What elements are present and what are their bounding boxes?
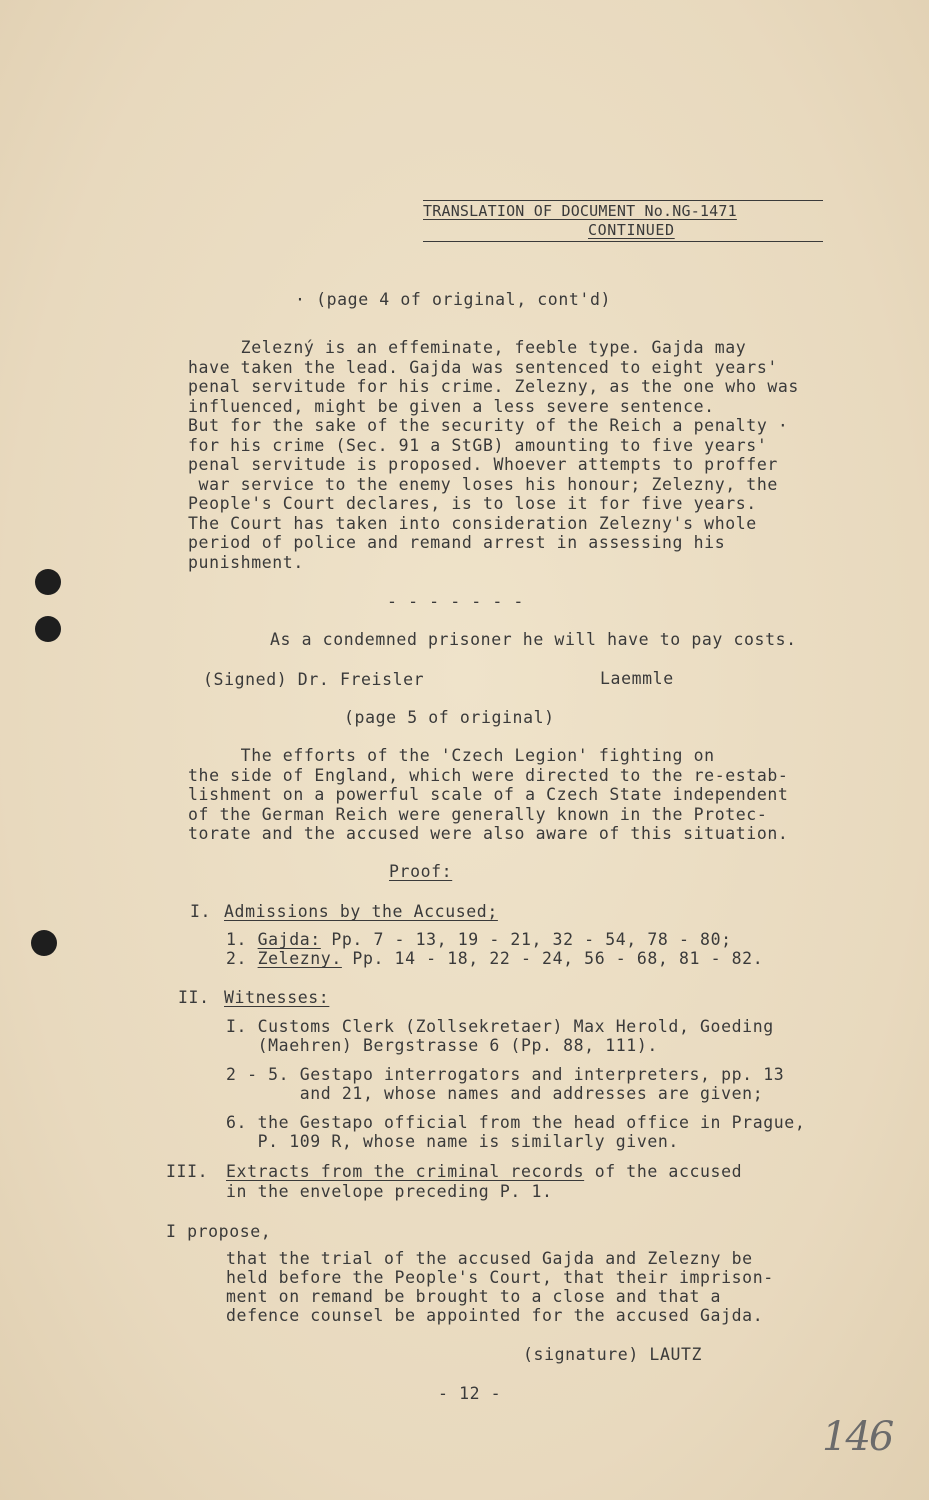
paragraph-2-line: the side of England, which were directed to the re-estab-: [188, 765, 789, 785]
paragraph-1-line: influenced, might be given a less severe sentence.: [188, 396, 715, 416]
costs-line: As a condemned prisoner he will have to pay costs.: [270, 630, 797, 649]
proof-heading: Proof:: [389, 862, 453, 881]
witness-item: P. 109 R, whose name is similarly given.: [226, 1132, 679, 1151]
paragraph-1-line: People's Court declares, is to lose it for five years.: [188, 494, 757, 513]
section-1-title: Admissions by the Accused;: [224, 902, 498, 921]
paragraph-1-line: Zelezný is an effeminate, feeble type. Gajda may: [188, 338, 747, 357]
paragraph-1-line: have taken the lead. Gajda was sentenced to eight years': [188, 357, 778, 377]
paragraph-1-line: war service to the enemy loses his honour; Zelezny, the: [188, 474, 778, 494]
header-top-rule: [423, 200, 823, 201]
section-3-title: Extracts from the criminal records of the accused: [226, 1162, 743, 1181]
punch-hole-1: [35, 569, 61, 595]
paragraph-2-line: The efforts of the 'Czech Legion' fighting on: [188, 746, 715, 765]
propose-line: ment on remand be brought to a close and that a: [226, 1287, 722, 1306]
paragraph-1-line: penal servitude is proposed. Whoever attempts to proffer: [188, 455, 778, 474]
paragraph-1-line: punishment.: [188, 552, 304, 572]
propose-intro: I propose,: [166, 1222, 272, 1241]
witness-item: (Maehren) Bergstrasse 6 (Pp. 88, 111).: [226, 1036, 658, 1055]
section-3-line2: in the envelope preceding P. 1.: [226, 1182, 553, 1201]
signature: (signature) LAUTZ: [523, 1345, 703, 1364]
paragraph-1-line: The Court has taken into consideration Zelezny's whole: [188, 513, 757, 533]
paragraph-1-line: for his crime (Sec. 91 a StGB) amounting to five years': [188, 435, 768, 455]
section-2-num: II.: [178, 988, 210, 1007]
page4-note: · (page 4 of original, cont'd): [295, 290, 612, 309]
signed-freisler: (Signed) Dr. Freisler: [203, 670, 425, 689]
page5-note: (page 5 of original): [344, 708, 555, 727]
punch-hole-3: [31, 930, 57, 956]
signed-laemmle: Laemmle: [600, 669, 674, 688]
paragraph-2-line: torate and the accused were also aware of this situation.: [188, 824, 789, 843]
section-2-title: Witnesses:: [224, 988, 330, 1007]
page-number: - 12 -: [438, 1384, 502, 1403]
paragraph-1-line: penal servitude for his crime. Zelezny, as the one who was: [188, 377, 799, 396]
header-line2: CONTINUED: [588, 221, 675, 239]
paragraph-1-line: But for the sake of the security of the Reich a penalty ·: [188, 416, 789, 435]
header-bottom-rule: [423, 241, 823, 242]
header-line1: TRANSLATION OF DOCUMENT No.NG-1471: [423, 202, 737, 220]
propose-line: held before the People's Court, that their imprison-: [226, 1268, 774, 1287]
section-1-item: 2. Zelezny. Pp. 14 - 18, 22 - 24, 56 - 68, 81 - 82.: [226, 949, 764, 968]
header-title: [423, 202, 737, 222]
propose-line: that the trial of the accused Gajda and Zelezny be: [226, 1249, 753, 1268]
witness-item: 6. the Gestapo official from the head office in Prague,: [226, 1113, 806, 1132]
propose-line: defence counsel be appointed for the accused Gajda.: [226, 1306, 764, 1325]
punch-hole-2: [35, 616, 61, 642]
paragraph-2-line: lishment on a powerful scale of a Czech State independent: [188, 785, 789, 804]
header-continued: [588, 221, 675, 241]
separator: - - - - - - -: [387, 592, 524, 611]
witness-item: and 21, whose names and addresses are given;: [226, 1084, 764, 1103]
section-3-num: III.: [166, 1162, 209, 1181]
section-1-item: 1. Gajda: Pp. 7 - 13, 19 - 21, 32 - 54, 78 - 80;: [226, 930, 732, 949]
section-1-num: I.: [190, 902, 212, 921]
handwritten-page-number: 146: [822, 1414, 893, 1460]
paragraph-2-line: of the German Reich were generally known in the Protec-: [188, 804, 768, 824]
paragraph-1-line: period of police and remand arrest in assessing his: [188, 533, 726, 552]
witness-item: I. Customs Clerk (Zollsekretaer) Max Herold, Goeding: [226, 1017, 774, 1036]
witness-item: 2 - 5. Gestapo interrogators and interpreters, pp. 13: [226, 1065, 785, 1084]
